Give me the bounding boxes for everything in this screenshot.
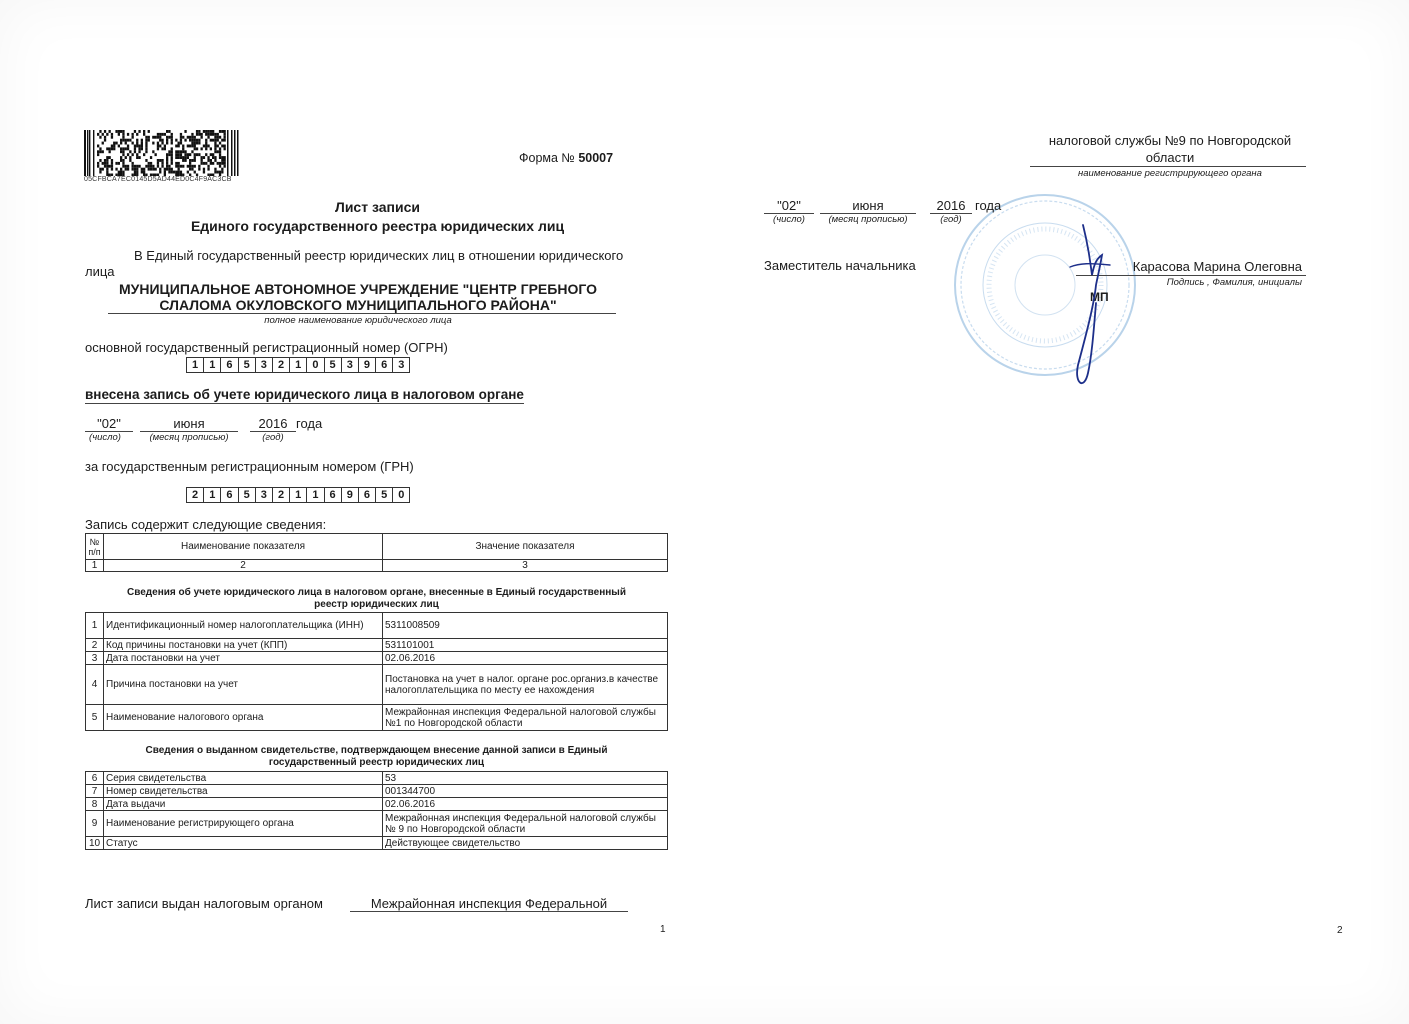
row-value: Постановка на учет в налог. органе рос.организ.в качестве налогоплательщика по месту ее нахождения [383, 665, 668, 705]
barcode-code: 05CFBCA7EC0145D5AD44ED0C4F9AC3CB [84, 176, 232, 183]
row-name: Код причины постановки на учет (КПП) [104, 639, 383, 652]
issued-label: Лист записи выдан налоговым органом [85, 896, 323, 911]
table-row [86, 837, 668, 850]
authority-underline [1030, 166, 1306, 167]
grn-digit: 6 [221, 487, 238, 503]
row-name: Наименование регистрирующего органа [104, 811, 383, 837]
row-number: 2 [86, 639, 104, 652]
row-name: Статус [104, 837, 383, 850]
signature-date-month-caption: (месяц прописью) [828, 214, 908, 225]
grn-digit: 5 [376, 487, 393, 503]
row-name: Идентификационный номер налогоплательщика (ИНН) [104, 613, 383, 639]
organization-name-line1: МУНИЦИПАЛЬНОЕ АВТОНОМНОЕ УЧРЕЖДЕНИЕ "ЦЕНТР ГРЕБНОГО [119, 281, 597, 297]
ogrn-digit: 2 [273, 357, 290, 373]
row-value: 02.06.2016 [383, 798, 668, 811]
row-name: Наименование налогового органа [104, 705, 383, 731]
header-name-col: Наименование показателя [104, 534, 383, 560]
ogrn-digit: 9 [359, 357, 376, 373]
section1-table [85, 612, 668, 731]
authority-caption: наименование регистрирующего органа [1078, 168, 1262, 179]
form-number-label: Форма № [519, 151, 575, 165]
entry-made-heading: внесена запись об учете юридического лица в налоговом органе [85, 387, 524, 402]
ogrn-digit: 5 [239, 357, 256, 373]
grn-digit: 2 [187, 487, 204, 503]
row-number: 10 [86, 837, 104, 850]
grn-digit: 1 [307, 487, 324, 503]
signature-date-month: июня [820, 198, 916, 214]
section2-title [85, 745, 668, 769]
row-value: Межрайонная инспекция Федеральной налоговой службы №1 по Новгородской области [383, 705, 668, 731]
records-table-header [85, 533, 668, 572]
row-number: 9 [86, 811, 104, 837]
form-number [519, 151, 613, 165]
row-number: 4 [86, 665, 104, 705]
row-name: Причина постановки на учет [104, 665, 383, 705]
ogrn-digit: 6 [221, 357, 238, 373]
row-value: Межрайонная инспекция Федеральной налоговой службы № 9 по Новгородской области [383, 811, 668, 837]
section1-title-line1: Сведения об учете юридического лица в налоговом органе, внесенные в Единый государственный [127, 587, 626, 598]
entry-date-year: 2016 [250, 416, 296, 432]
header-value-col: Значение показателя [383, 534, 668, 560]
document-title-line1: Лист записи [335, 199, 420, 215]
ogrn-digit: 3 [256, 357, 273, 373]
table-row [86, 652, 668, 665]
row-name: Дата выдачи [104, 798, 383, 811]
page-number-left: 1 [660, 924, 666, 935]
row-name: Дата постановки на учет [104, 652, 383, 665]
row-name: Серия свидетельства [104, 772, 383, 785]
organization-caption: полное наименование юридического лица [264, 315, 452, 326]
section1-title [85, 587, 668, 611]
row-name: Номер свидетельства [104, 785, 383, 798]
issued-authority: Межрайонная инспекция Федеральной [350, 896, 628, 912]
entry-date-day: "02" [85, 416, 133, 432]
ogrn-digit: 1 [187, 357, 204, 373]
signer-caption: Подпись , Фамилия, инициалы [1166, 277, 1302, 288]
grn-digit-boxes [186, 487, 410, 503]
section2-title-line2: государственный реестр юридических лиц [268, 757, 485, 768]
grn-digit: 1 [290, 487, 307, 503]
grn-digit: 6 [325, 487, 342, 503]
ogrn-label: основной государственный регистрационный номер (ОГРН) [85, 340, 448, 355]
signer-name: Карасова Марина Олеговна [1132, 259, 1302, 274]
ogrn-digit: 1 [204, 357, 221, 373]
grn-digit: 2 [273, 487, 290, 503]
entry-date-day-caption: (число) [89, 432, 121, 443]
row-value: 531101001 [383, 639, 668, 652]
table-row [86, 798, 668, 811]
table-row [86, 613, 668, 639]
section2-table [85, 771, 668, 850]
grn-digit: 0 [393, 487, 410, 503]
table-row [86, 705, 668, 731]
signature-date-year: 2016 [930, 198, 972, 214]
row-number: 1 [86, 613, 104, 639]
header-index: 2 [104, 560, 383, 572]
row-value: 5311008509 [383, 613, 668, 639]
entry-date-month-caption: (месяц прописью) [149, 432, 229, 443]
contains-label: Запись содержит следующие сведения: [85, 517, 327, 532]
ogrn-digit: 3 [393, 357, 410, 373]
authority-name-line1: налоговой службы №9 по Новгородской [1048, 133, 1292, 148]
grn-label: за государственным регистрационным номером (ГРН) [85, 459, 414, 474]
table-row [86, 639, 668, 652]
table-row [86, 772, 668, 785]
row-number: 8 [86, 798, 104, 811]
document-title-line2: Единого государственного реестра юридических лиц [190, 218, 565, 234]
row-value: Действующее свидетельство [383, 837, 668, 850]
row-number: 7 [86, 785, 104, 798]
table-row [86, 785, 668, 798]
signature-date-year-caption: (год) [940, 214, 962, 225]
section1-title-line2: реестр юридических лиц [314, 599, 439, 610]
ogrn-digit: 5 [325, 357, 342, 373]
entry-date-suffix: года [296, 416, 323, 431]
grn-digit: 6 [359, 487, 376, 503]
row-number: 5 [86, 705, 104, 731]
header-num-col: № п/п [86, 534, 104, 560]
handwritten-signature-icon [1050, 215, 1140, 395]
ogrn-digit: 3 [342, 357, 359, 373]
row-number: 3 [86, 652, 104, 665]
barcode-image [84, 130, 240, 176]
grn-digit: 1 [204, 487, 221, 503]
ogrn-digit-boxes [186, 357, 410, 373]
intro-line2: лица [85, 264, 115, 279]
authority-name-line2: области [1145, 150, 1195, 165]
organization-name-line2: СЛАЛОМА ОКУЛОВСКОГО МУНИЦИПАЛЬНОГО РАЙОНА" [159, 297, 557, 313]
row-value: 02.06.2016 [383, 652, 668, 665]
grn-digit: 9 [342, 487, 359, 503]
ogrn-digit: 1 [290, 357, 307, 373]
signature-date-suffix: года [975, 198, 1002, 213]
signature-date-day: "02" [764, 198, 814, 214]
table-row [86, 665, 668, 705]
ogrn-digit: 6 [376, 357, 393, 373]
section2-title-line1: Сведения о выданном свидетельстве, подтверждающем внесение данной записи в Единый [145, 745, 608, 756]
header-index: 3 [383, 560, 668, 572]
table-row [86, 811, 668, 837]
ogrn-digit: 0 [307, 357, 324, 373]
signer-position: Заместитель начальника [764, 258, 916, 273]
organization-underline [108, 313, 616, 314]
row-number: 6 [86, 772, 104, 785]
intro-line1: В Единый государственный реестр юридических лиц в отношении юридического [134, 248, 624, 263]
entry-date-year-caption: (год) [262, 432, 284, 443]
stamp-place-label: МП [1090, 290, 1109, 304]
form-number-value: 50007 [578, 151, 614, 165]
page-number-right: 2 [1337, 925, 1343, 936]
row-value: 001344700 [383, 785, 668, 798]
row-value: 53 [383, 772, 668, 785]
signature-date-day-caption: (число) [773, 214, 805, 225]
header-index: 1 [86, 560, 104, 572]
grn-digit: 3 [256, 487, 273, 503]
grn-digit: 5 [239, 487, 256, 503]
entry-date-month: июня [140, 416, 238, 432]
